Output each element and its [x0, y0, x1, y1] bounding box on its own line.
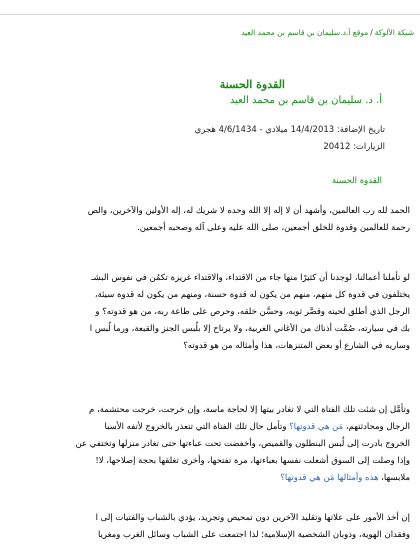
paragraph-line: بك في سيارته، صُمَّت أذناك من الأغاني الغربية، ولا يرتاح إلا بلُبس الجنز والقبعة، ورما لُبس ا — [89, 324, 410, 334]
paragraph-line: يختلفون في قدوة كل منهم، منهم من يكون له قدوة حسنة، ومنهم من يكون له قدوة سيئة، — [94, 290, 410, 300]
paragraph-line: رحمة للعالمين وقدوة للخلق أجمعين، صلى الله عليه وعلى آله وصحبه أجمعين. — [137, 223, 410, 233]
paragraph-line — [6, 419, 410, 436]
paragraph-2 — [6, 270, 410, 355]
highlight-question: مَن هي قدوتها؟ — [289, 422, 344, 432]
paragraph-line: إن أخذ الأمور على علاتها وتقليد الآخرين دون تمحيص وتجريد، يؤدي بالشباب والفتيات إلى ا — [95, 513, 410, 523]
paragraph-1 — [6, 203, 410, 237]
paragraph-line: وتأمَّل إن شئت تلك الفتاة التي لا تغادر بيتها إلا لحاجة ماسة، وإن خرجت، خرجت محتشمة، م — [89, 405, 410, 415]
paragraph-line: الخروج بادرت إلى لُبس البنطلون والقميص، وأخفضت تحت عباءتها حتى تغادر منزلها وتختفي عن — [75, 439, 410, 449]
highlight-question: هذه وأمثالها مَن هي قدوتها؟ — [280, 473, 379, 483]
article-author[interactable]: أ. د. سليمان بن قاسم بن محمد العيد — [229, 95, 382, 106]
paragraph-line: لو تأملنا أعمالنا، لوجدنا أن كثيرًا منها جاء من الاقتداء، والاقتداء غريزة تكمُن في نفوس البشـ — [91, 273, 410, 283]
breadcrumb-separator: / — [370, 28, 373, 37]
top-bar — [0, 0, 420, 15]
article-date: تاريخ الإضافة: 14/4/2013 ميلادي - 4/6/1434 هجري — [194, 125, 385, 135]
article-views: الزيارات: 20412 — [323, 142, 385, 152]
text-span: وتأمل حال تلك الفتاة التي تتعذر بالخروج لأتفه الأسبا — [104, 422, 290, 432]
paragraph-line: وساريه في الشارع أو بعض المتنزهات، هذا وأمثاله من هو قدوته؟ — [183, 341, 410, 351]
paragraph-4 — [6, 510, 410, 544]
text-span: الرجال ومحادثتهم، — [343, 422, 410, 432]
paragraph-3 — [6, 402, 410, 487]
article-title: القدوة الحسنة — [219, 78, 285, 91]
paragraph-line — [6, 470, 410, 487]
breadcrumb-site-link[interactable]: شبكة الألوكة — [374, 28, 414, 37]
breadcrumb-section-link[interactable]: موقع أ.د.سليمان بن قاسم بن محمد العيد — [241, 28, 369, 37]
paragraph-line: وفقدان الهوية، وذوبان الشخصية الإسلامية؛ لذا اجتمعت على الشباب وسائل الغرب ومغريا — [97, 530, 410, 540]
paragraph-line: الرجل الذي أطلق لحيته وقصَّر ثوبه، وحسَّن خلقه، وحرص على طاعة ربه، من هو قدوته؟ و — [95, 307, 410, 317]
breadcrumb — [6, 28, 414, 37]
article-subtitle: القدوة الحسنة — [331, 176, 382, 186]
paragraph-line: وإذا وصلت إلى السوق أشعلت نفسها بعباءتها، مرة تفتحها، وأخرى تغلقها بحجة إصلاحها، لا! — [95, 456, 410, 466]
text-span: ملابسها، — [378, 473, 410, 483]
paragraph-line: الحمد لله رب العالمين، وأشهد أن لا إله إلا الله وحده لا شريك له، إله الأولين والآخرين، والص — [87, 206, 410, 216]
